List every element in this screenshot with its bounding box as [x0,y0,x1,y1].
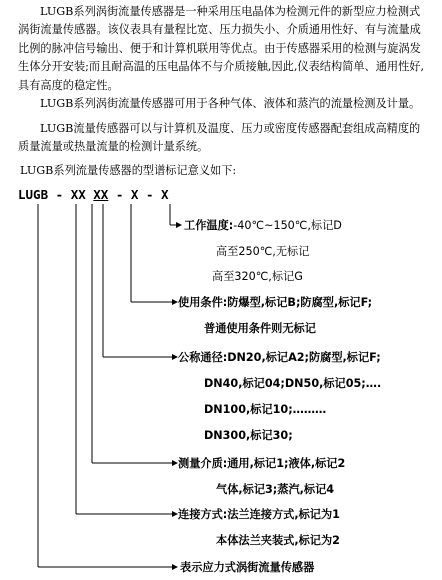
model-seg-d: X [161,187,169,202]
model-seg-b: XX [93,187,109,202]
application-paragraph: LUGB系列涡街流量传感器可用于各种气体、液体和蒸汽的流量检测及计量。 [40,97,421,110]
temp-option [184,217,342,233]
dn-line4: DN300,标记30; [204,429,293,442]
system-paragraph: LUGB流量传感器可以与计算机及温度、压力或密度传感器配套组成高精度的质量流量或热量流量的检测计量系统。 [18,122,421,154]
medium-line2: 气体,标记3;蒸汽,标记4 [216,483,335,496]
model-sep: - [138,187,162,202]
model-sep: - [48,187,71,202]
medium-option [178,455,345,471]
temp-line3: 高至320℃,标记G [212,270,303,283]
dn-line2: DN40,标记04;DN50,标记05;…. [204,377,382,390]
intro-paragraph: LUGB系列涡街流量传感器是一种采用压电晶体为检测元件的新型应力检测式涡街流量传感器。该仪表具有量程比宽、压力损失小、介质通用性好、有与流量成比例的脉冲信号输出、便于和计算机联用等优点。由于传感器采用的检测与旋涡发生体分开安装;而且耐高温的压电晶体不与介质接触,因此,仪表结构简单、通用性好,具有高度的稳定性。 [18,5,425,92]
model-sep: - [108,187,131,202]
conn-line2: 本体法兰夹装式,标记为2 [216,534,340,547]
model-intro-paragraph: LUGB系列流量传感器的型谱标记意义如下: [20,164,237,177]
conn-line1: 法兰连接方式,标记为1 [227,508,340,521]
medium-line1: 通用,标记1;液体,标记2 [227,457,346,470]
root-label: 表示应力式涡街流量传感器 [180,561,315,574]
dn-line3: DN100,标记10;……… [204,403,327,416]
model-seg-c: X [130,187,139,202]
model-prefix: LUGB [18,187,49,202]
conn-option [178,506,340,522]
conn-title: 连接方式: [178,508,228,521]
use-line1: 防爆型,标记B;防腐型,标记F; [227,296,373,309]
medium-title: 测量介质: [178,457,228,470]
temp-line2: 高至250℃,无标记 [216,245,310,258]
use-title: 使用条件: [178,296,228,309]
model-seg-a: XX [70,187,86,202]
dn-line1: DN20,标记A2;防腐型,标记F; [227,351,381,364]
temp-title: 工作温度: [184,219,234,232]
dn-title: 公称通径: [178,351,228,364]
temp-line1: -40℃~150℃,标记D [233,219,342,232]
use-line2: 普通使用条件则无标记 [204,322,316,335]
dn-option [178,349,381,365]
use-option [178,294,372,310]
